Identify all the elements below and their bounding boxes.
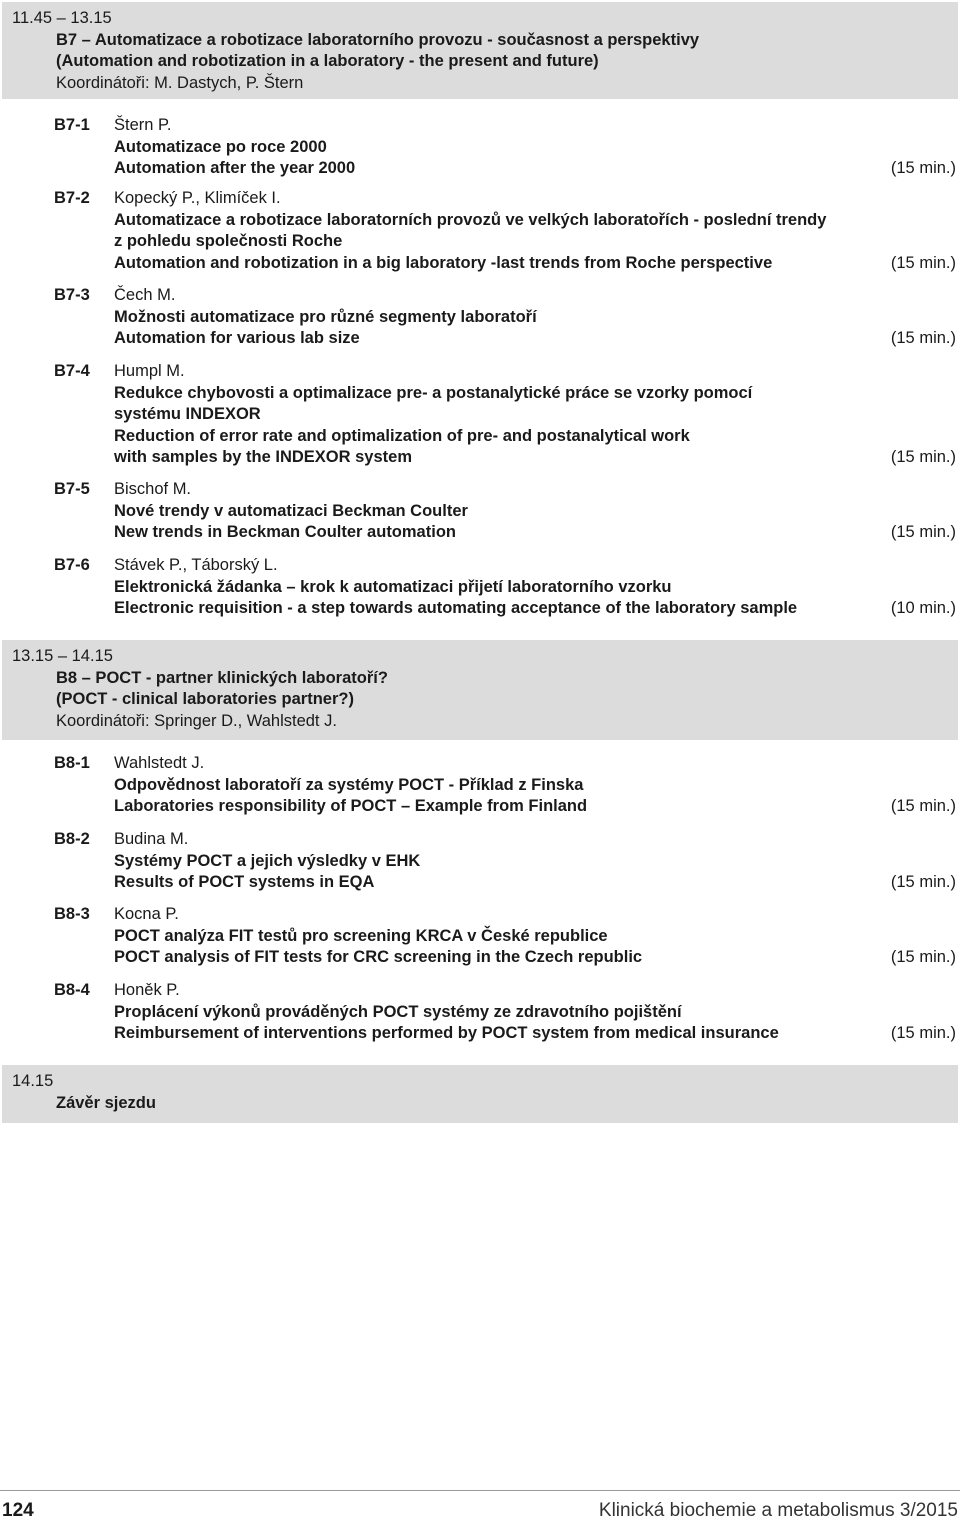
talk-code: B7-3 — [54, 286, 90, 304]
talk-title-line: Redukce chybovosti a optimalizace pre- a postanalytické práce se vzorky pomocí — [114, 383, 753, 402]
session-header-b7 — [2, 2, 958, 99]
talk-title-line: Automation and robotization in a big laboratory -last trends from Roche perspective — [114, 253, 773, 272]
talk-author: Čech M. — [114, 286, 176, 304]
talk-title-line: Reimbursement of interventions performed by POCT system from medical insurance — [114, 1024, 779, 1042]
talk-duration: (15 min.) — [890, 873, 956, 891]
talk-code: B7-2 — [54, 189, 90, 207]
talk-title-line: Proplácení výkonů prováděných POCT systémy ze zdravotního pojištění — [114, 1002, 682, 1021]
talk-title-line: Elektronická žádanka – krok k automatizaci přijetí laboratorního vzorku — [114, 577, 672, 596]
talk-title-line: Automatizace a robotizace laboratorních provozů ve velkých laboratořích - poslední trendy — [114, 210, 827, 229]
talk-title-line: Systémy POCT a jejich výsledky v EHK — [114, 851, 421, 870]
session-time: 11.45 – 13.15 — [12, 9, 112, 27]
session-header-b8 — [2, 640, 958, 740]
talk-author: Budina M. — [114, 830, 189, 848]
talk-title-line: Results of POCT systems in EQA — [114, 873, 375, 891]
talk-title-line: Nové trendy v automatizaci Beckman Coulter — [114, 501, 468, 520]
talk-code: B8-3 — [54, 905, 90, 923]
talk-title-line: Reduction of error rate and optimalization of pre- and postanalytical work — [114, 426, 690, 445]
session-time: 13.15 – 14.15 — [12, 647, 113, 665]
talk-duration: (15 min.) — [890, 159, 956, 177]
talk-author: Humpl M. — [114, 362, 185, 380]
talk-title-line: Laboratories responsibility of POCT – Example from Finland — [114, 797, 588, 815]
footer-divider — [0, 1490, 960, 1491]
talk-title-line: New trends in Beckman Coulter automation — [114, 523, 456, 541]
talk-title-line: Automation after the year 2000 — [114, 159, 356, 177]
session-coordinators: Koordinátoři: M. Dastych, P. Štern — [56, 73, 304, 92]
talk-author: Bischof M. — [114, 480, 192, 498]
page-number: 124 — [2, 1500, 34, 1521]
talk-author: Wahlstedt J. — [114, 754, 205, 772]
talk-title-line: Automation for various lab size — [114, 329, 360, 347]
session-coordinators: Koordinátoři: Springer D., Wahlstedt J. — [56, 711, 337, 730]
talk-code: B7-5 — [54, 480, 90, 498]
talk-code: B7-4 — [54, 362, 90, 380]
talk-code: B8-1 — [54, 754, 90, 772]
journal-name: Klinická biochemie a metabolismus 3/2015 — [598, 1500, 958, 1521]
talk-duration: (15 min.) — [890, 948, 956, 966]
talk-title-line: systému INDEXOR — [114, 405, 261, 423]
talk-title-line: Electronic requisition - a step towards automating acceptance of the laboratory sample — [114, 599, 798, 617]
talk-duration: (15 min.) — [890, 448, 956, 466]
talk-duration: (15 min.) — [890, 1024, 956, 1042]
session-title: B7 – Automatizace a robotizace laboratorního provozu - současnost a perspektivy — [56, 30, 700, 49]
talk-author: Kocna P. — [114, 905, 179, 923]
closing-header — [2, 1065, 958, 1123]
talk-code: B7-1 — [54, 116, 90, 134]
talk-title-line: Možnosti automatizace pro různé segmenty laboratoří — [114, 307, 537, 326]
talk-author: Honěk P. — [114, 981, 180, 999]
talk-duration: (10 min.) — [890, 599, 956, 617]
talk-title-line: z pohledu společnosti Roche — [114, 232, 343, 250]
talk-title-line: with samples by the INDEXOR system — [114, 448, 413, 466]
talk-duration: (15 min.) — [890, 253, 956, 272]
talk-title-line: Odpovědnost laboratoří za systémy POCT - Příklad z Finska — [114, 775, 584, 794]
talk-title-line: Automatizace po roce 2000 — [114, 137, 327, 156]
talk-title-line: POCT analysis of FIT tests for CRC screening in the Czech republic — [114, 948, 643, 966]
session-subtitle: (POCT - clinical laboratories partner?) — [56, 690, 354, 708]
talk-title-line: POCT analýza FIT testů pro screening KRCA v České republice — [114, 926, 608, 945]
talk-code: B8-4 — [54, 981, 90, 999]
talk-duration: (15 min.) — [890, 797, 956, 815]
talk-code: B8-2 — [54, 830, 90, 848]
closing-title: Závěr sjezdu — [56, 1093, 156, 1112]
session-title: B8 – POCT - partner klinických laboratoří? — [56, 668, 388, 687]
talk-author: Kopecký P., Klimíček I. — [114, 189, 281, 207]
closing-time: 14.15 — [12, 1072, 54, 1090]
talk-code: B7-6 — [54, 556, 90, 574]
talk-duration: (15 min.) — [890, 523, 956, 541]
talk-author: Štern P. — [114, 116, 172, 134]
talk-duration: (15 min.) — [890, 329, 956, 347]
talk-author: Stávek P., Táborský L. — [114, 556, 278, 574]
session-subtitle: (Automation and robotization in a laboratory - the present and future) — [56, 52, 599, 70]
